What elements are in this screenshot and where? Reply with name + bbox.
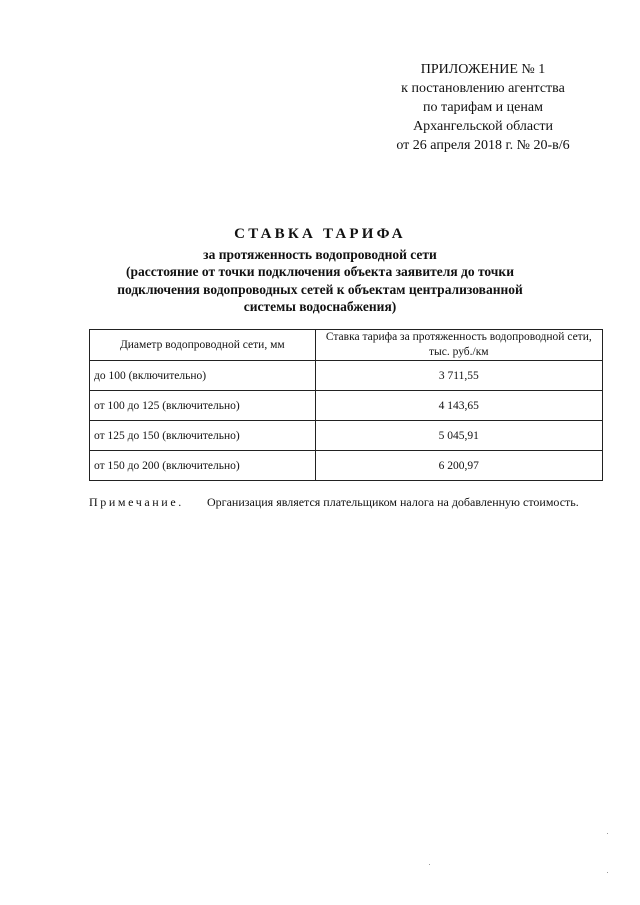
scan-speck [607, 833, 608, 834]
document-title [80, 226, 560, 316]
appendix-reference-line: к постановлению агентства [401, 81, 565, 96]
title-subtitle-line: системы водоснабжения) [243, 299, 397, 314]
rate-cell: 3 711,55 [315, 361, 602, 391]
title-subtitle-line: подключения водопроводных сетей к объектам централизованной [117, 281, 523, 297]
diameter-cell: от 125 до 150 (включительно) [90, 421, 316, 451]
column-header-diameter: Диаметр водопроводной сети, мм [90, 330, 316, 361]
scan-speck [429, 864, 430, 865]
appendix-reference-line: по тарифам и ценам [423, 100, 543, 115]
appendix-number: ПРИЛОЖЕНИЕ № 1 [420, 62, 546, 77]
rate-cell: 6 200,97 [315, 451, 602, 481]
column-header-rate: Ставка тарифа за протяженность водопроводной сети, тыс. руб./км [315, 330, 602, 361]
table-row [90, 421, 603, 451]
scan-speck [607, 872, 608, 873]
diameter-cell: от 150 до 200 (включительно) [90, 451, 316, 481]
note-text: Организация является плательщиком налога на добавленную стоимость. [207, 495, 579, 509]
appendix-date-number: от 26 апреля 2018 г. № 20-в/6 [396, 138, 570, 153]
diameter-cell: от 100 до 125 (включительно) [90, 391, 316, 421]
appendix-header [360, 60, 606, 155]
diameter-cell: до 100 (включительно) [90, 361, 316, 391]
appendix-reference-line: Архангельской области [413, 119, 553, 134]
title-subtitle-line: (расстояние от точки подключения объекта заявителя до точки [126, 264, 514, 279]
table-row [90, 391, 603, 421]
tariff-table [89, 329, 603, 481]
rate-cell: 5 045,91 [315, 421, 602, 451]
table-row [90, 451, 603, 481]
table-row [90, 361, 603, 391]
table-header-row [90, 330, 603, 361]
rate-cell: 4 143,65 [315, 391, 602, 421]
note-label: Примечание. [89, 495, 184, 509]
title-main: СТАВКА ТАРИФА [234, 226, 406, 242]
title-subtitle-line: за протяженность водопроводной сети [203, 246, 437, 262]
